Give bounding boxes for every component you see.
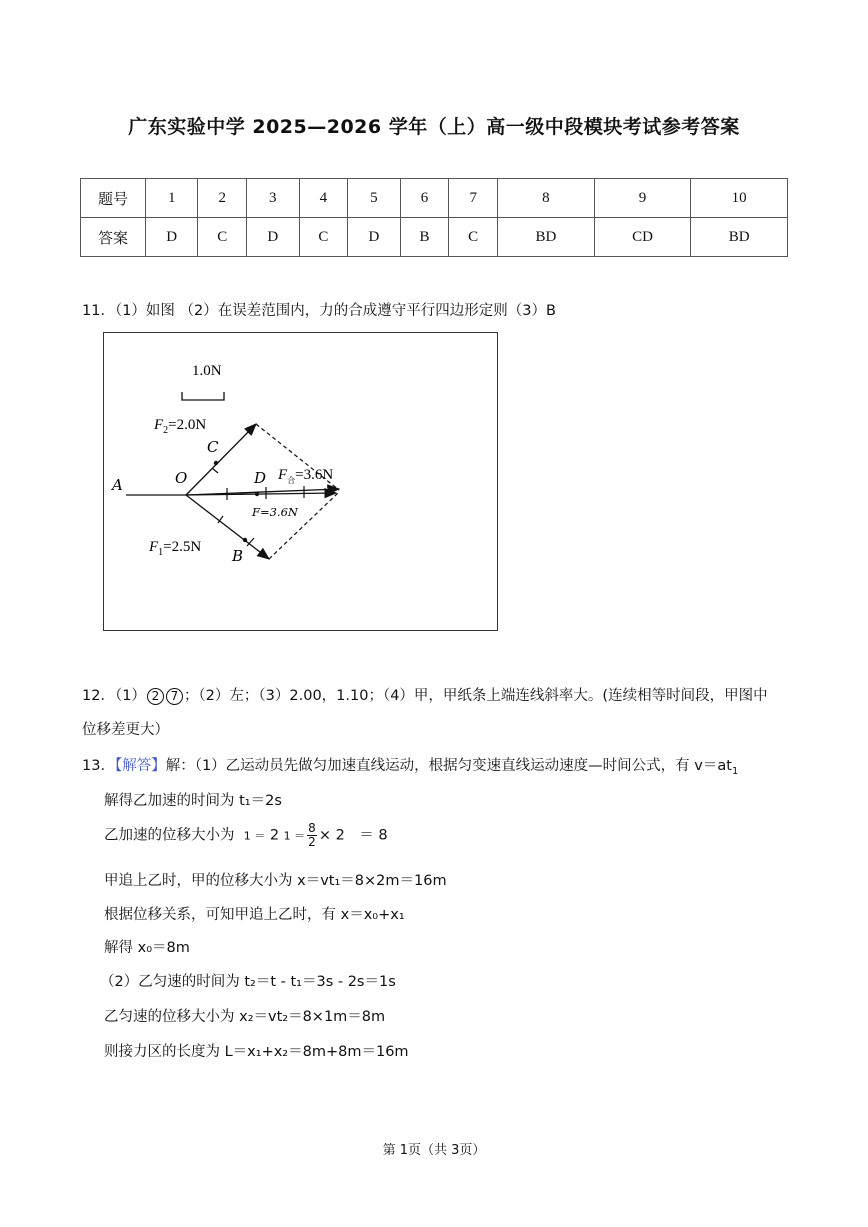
f2-arrow <box>186 424 256 495</box>
fraction-denominator: 2 <box>308 835 316 849</box>
table-cell: 10 <box>691 179 788 218</box>
table-cell: D <box>146 218 198 257</box>
circled-number: 7 <box>166 688 183 705</box>
q13-tag: 【解答】 <box>114 758 166 774</box>
table-cell: 9 <box>594 179 691 218</box>
q12-line-1 <box>82 684 768 705</box>
table-cell: 3 <box>247 179 299 218</box>
point-b-dot <box>243 538 247 542</box>
q13-prefix: 13． <box>82 758 115 774</box>
table-cell: B <box>400 218 449 257</box>
dashed-side-lower <box>269 492 339 559</box>
q12-line-2: 位移差更大） <box>82 722 169 738</box>
f1-value: =2.5N <box>163 539 202 555</box>
fhe-subscript: 合 <box>287 476 296 485</box>
table-cell: 8 <box>498 179 595 218</box>
point-c-dot <box>214 461 218 465</box>
label-c: C <box>207 438 219 456</box>
label-o: O <box>175 469 188 487</box>
page-title: 广东实验中学 2025—2026 学年（上）高一级中段模块考试参考答案 <box>128 116 740 138</box>
table-cell: BD <box>691 218 788 257</box>
q13-line-2: 解得乙加速的时间为 t₁＝2s <box>104 793 282 809</box>
table-cell: 4 <box>299 179 348 218</box>
table-cell: D <box>247 218 299 257</box>
q13-line-8: 乙匀速的位移大小为 x₂＝vt₂＝8×1m＝8m <box>104 1009 386 1025</box>
answer-table <box>80 178 788 257</box>
fhe-symbol: F <box>278 467 288 483</box>
f1-symbol: F <box>149 539 159 555</box>
q12-text: ；（2）左；（3）2.00，1.10；（4）甲，甲纸条上端连线斜率大。(连续相等时间段，甲图中 <box>183 688 768 704</box>
scale-label: 1.0N <box>192 363 222 379</box>
table-cell: 6 <box>400 179 449 218</box>
q11-answer: 11．（1）如图 （2）在误差范围内，力的合成遵守平行四边形定则（3）B <box>82 303 556 319</box>
table-header-answer: 答案 <box>81 218 146 257</box>
q13-line-3 <box>104 822 388 849</box>
f1-label <box>148 539 201 558</box>
f2-symbol: F <box>154 417 164 433</box>
q13-line-1 <box>82 754 738 777</box>
fhe-value: =3.6N <box>295 467 334 483</box>
formula-part: 1 ＝ <box>283 829 306 843</box>
label-b: B <box>232 547 244 565</box>
q13-line-5: 根据位移关系，可知甲追上乙时，有 x＝x₀+x₁ <box>104 907 405 923</box>
q13-line-4: 甲追上乙时，甲的位移大小为 x＝vt₁＝8×2m＝16m <box>104 873 447 889</box>
circled-number: 2 <box>147 688 164 705</box>
fraction <box>307 822 317 849</box>
table-cell: C <box>198 218 247 257</box>
table-header-number: 题号 <box>81 179 146 218</box>
table-cell: 7 <box>449 179 498 218</box>
q13-subscript: 1 <box>731 765 739 777</box>
table-cell: C <box>299 218 348 257</box>
label-d: D <box>254 469 267 487</box>
fhe-label <box>277 467 333 485</box>
page-footer: 第 1页（共 3页） <box>382 1143 486 1158</box>
formula-part: 1 ＝ <box>243 829 266 843</box>
table-cell: D <box>348 218 400 257</box>
q13-line-9: 则接力区的长度为 L＝x₁+x₂＝8m+8m＝16m <box>104 1044 409 1060</box>
f-label: F=3.6N <box>252 505 298 519</box>
tick-mark <box>212 468 218 473</box>
q13-text: 解：（1）乙运动员先做匀加速直线运动，根据匀变速直线运动速度—时间公式，有 v＝at <box>165 758 732 774</box>
q13-line-6: 解得 x₀＝8m <box>104 940 190 956</box>
q12-prefix: 12．（1） <box>82 688 146 704</box>
force-diagram <box>103 332 498 631</box>
table-row <box>81 179 788 218</box>
point-d-dot <box>255 492 259 496</box>
fraction-numerator: 8 <box>308 821 316 835</box>
formula-part: 2 <box>269 827 280 844</box>
q13-line-3-text: 乙加速的位移大小为 <box>104 827 235 844</box>
q13-line-7: （2）乙匀速的时间为 t₂＝t - t₁＝3s - 2s＝1s <box>100 974 396 990</box>
table-cell: C <box>449 218 498 257</box>
f2-subscript: 2 <box>163 425 169 436</box>
force-diagram-svg <box>104 333 499 632</box>
table-row <box>81 218 788 257</box>
table-cell: 1 <box>146 179 198 218</box>
label-a: A <box>112 476 123 494</box>
table-cell: BD <box>498 218 595 257</box>
table-cell: CD <box>594 218 691 257</box>
f2-label <box>153 417 206 436</box>
f2-value: =2.0N <box>168 417 207 433</box>
table-cell: 2 <box>198 179 247 218</box>
table-cell: 5 <box>348 179 400 218</box>
formula-part: × 2 ＝ 8 <box>318 827 388 844</box>
scale-bar <box>182 392 224 400</box>
f1-subscript: 1 <box>158 547 164 558</box>
